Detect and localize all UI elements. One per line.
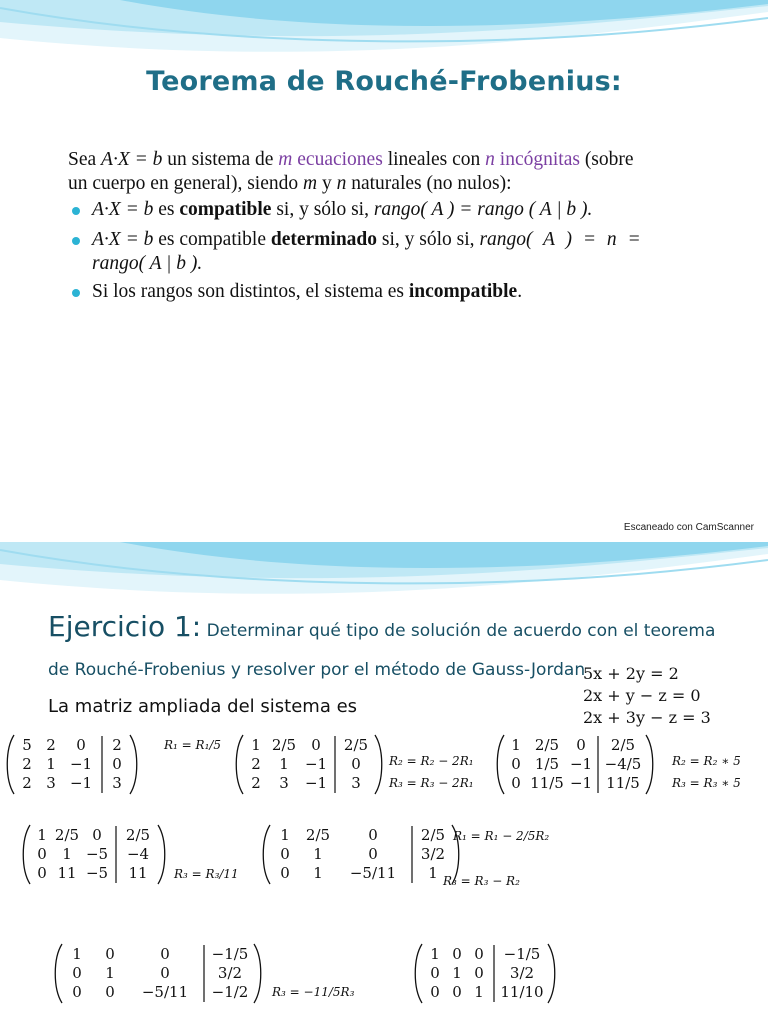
matrix-cell: 2 — [251, 774, 261, 792]
matrix-cell: −1 — [569, 755, 593, 773]
augmented-matrix-3 — [494, 734, 656, 795]
matrix-cell: 0 — [452, 983, 462, 1001]
matrix-cell: 2/5 — [54, 826, 80, 844]
matrix-cell: −5/11 — [141, 983, 189, 1001]
matrix-cell: 1 — [279, 755, 289, 773]
matrix-cell: 2 — [46, 736, 56, 754]
augmented-matrix-6 — [52, 943, 264, 1004]
augmented-matrix-4 — [20, 824, 168, 885]
bullet-determinado: A·X = b es compatible determinado si, y sólo si, rango( A ) = n = rango( A | b ). — [92, 229, 641, 274]
matrix-cell: 1 — [474, 983, 484, 1001]
matrix-cell: 0 — [37, 845, 47, 863]
matrix-cell: −4 — [126, 845, 150, 863]
system-equation-1: 5x + 2y = 2 — [583, 664, 679, 683]
matrix-cell: 0 — [105, 983, 115, 1001]
matrix-cell: 1 — [313, 864, 323, 882]
matrix-cell: −1 — [69, 755, 93, 773]
matrix-cell: 0 — [430, 983, 440, 1001]
matrix-cell: 1 — [430, 945, 440, 963]
row-operation: R₂ = R₂ ∗ 5 — [672, 754, 741, 768]
slide-1-title: Teorema de Rouché-Frobenius: — [146, 66, 622, 97]
matrix-cell: 2/5 — [305, 826, 331, 844]
matrix-cell: 3 — [279, 774, 289, 792]
matrix-cell: 1 — [251, 736, 261, 754]
matrix-cell: −5 — [85, 845, 109, 863]
matrix-cell: 1 — [428, 864, 438, 882]
matrix-cell: 0 — [351, 755, 361, 773]
matrix-cell: −1 — [304, 774, 328, 792]
matrix-cell: 2/5 — [271, 736, 297, 754]
matrix-cell: −4/5 — [604, 755, 642, 773]
matrix-cell: 1 — [452, 964, 462, 982]
matrix-cell: 1 — [62, 845, 72, 863]
matrix-cell: 0 — [105, 945, 115, 963]
matrix-cell: −1 — [69, 774, 93, 792]
matrix-cell: 11 — [57, 864, 77, 882]
right-parenthesis — [646, 735, 653, 794]
matrix-cell: 0 — [37, 864, 47, 882]
system-equation-2: 2x + y − z = 0 — [583, 686, 701, 705]
matrix-cell: 1 — [280, 826, 290, 844]
header-wave-decoration — [0, 542, 768, 612]
matrix-cell: 0 — [576, 736, 586, 754]
matrix-cell: 1 — [37, 826, 47, 844]
row-operation: R₃ = R₃ − R₂ — [443, 874, 520, 888]
matrix-cell: 0 — [160, 964, 170, 982]
matrix-cell: −5/11 — [349, 864, 397, 882]
row-operation: R₁ = R₁/5 — [164, 738, 222, 752]
matrix-cell: 2/5 — [610, 736, 636, 754]
matrix-cell: 0 — [112, 755, 122, 773]
matrix-cell: −1 — [304, 755, 328, 773]
header-wave-decoration — [0, 0, 768, 70]
matrix-cell: 1 — [313, 845, 323, 863]
intro-paragraph: Sea A·X = b un sistema de m ecuaciones lineales con n incógnitas (sobre un cuerpo en general), siendo m y n naturales (no nulos): — [68, 149, 634, 194]
matrix-cell: 0 — [280, 864, 290, 882]
matrix-cell: 0 — [280, 845, 290, 863]
right-parenthesis — [375, 735, 382, 794]
matrix-cell: 11/5 — [530, 774, 564, 792]
right-parenthesis — [254, 944, 261, 1003]
matrix-cell: 3 — [46, 774, 56, 792]
right-parenthesis — [158, 825, 165, 884]
matrix-cell: −1/5 — [211, 945, 249, 963]
matrix-cell: 2 — [112, 736, 122, 754]
augmented-matrix-1 — [4, 734, 140, 795]
row-operation: R₃ = R₃/11 — [174, 867, 239, 881]
matrix-cell: 3 — [112, 774, 122, 792]
left-parenthesis — [23, 825, 30, 884]
matrix-cell: 11/10 — [500, 983, 544, 1001]
row-operation: R₂ = R₂ − 2R₁ — [389, 754, 474, 768]
augmented-matrix-7 — [412, 943, 558, 1004]
matrix-cell: 3/2 — [509, 964, 535, 982]
matrix-cell: 0 — [72, 983, 82, 1001]
matrix-cell: −1/2 — [211, 983, 249, 1001]
bullet-dot — [72, 237, 80, 245]
bullet-incompatible: Si los rangos son distintos, el sistema es incompatible. — [92, 281, 523, 302]
matrix-cell: 0 — [76, 736, 86, 754]
matrix-cell: 0 — [368, 845, 378, 863]
bullet-compatible: A·X = b es compatible si, y sólo si, rango( A ) = rango ( A | b ). — [92, 199, 593, 220]
matrix-cell: 0 — [430, 964, 440, 982]
matrix-cell: −5 — [85, 864, 109, 882]
augmented-matrix-2 — [233, 734, 385, 795]
row-operation: R₃ = R₃ ∗ 5 — [672, 776, 741, 790]
right-parenthesis — [548, 944, 555, 1003]
left-parenthesis — [7, 735, 14, 794]
matrix-cell: 0 — [92, 826, 102, 844]
matrix-cell: 0 — [474, 964, 484, 982]
left-parenthesis — [55, 944, 62, 1003]
matrix-cell: 2/5 — [343, 736, 369, 754]
matrix-cell: 2 — [22, 755, 32, 773]
matrix-cell: 0 — [511, 774, 521, 792]
matrix-cell: 2 — [251, 755, 261, 773]
matrix-cell: 2/5 — [420, 826, 446, 844]
augmented-matrix-intro: La matriz ampliada del sistema es — [48, 696, 358, 717]
system-equation-3: 2x + 3y − z = 3 — [583, 708, 711, 727]
left-parenthesis — [497, 735, 504, 794]
left-parenthesis — [415, 944, 422, 1003]
matrix-cell: 5 — [22, 736, 32, 754]
right-parenthesis — [130, 735, 137, 794]
camscanner-watermark: Escaneado con CamScanner — [623, 522, 754, 533]
left-parenthesis — [236, 735, 243, 794]
matrix-cell: 0 — [511, 755, 521, 773]
matrix-cell: 2/5 — [125, 826, 151, 844]
matrix-cell: 1 — [511, 736, 521, 754]
matrix-cell: 1 — [72, 945, 82, 963]
matrix-cell: 11/5 — [606, 774, 640, 792]
matrix-cell: 0 — [72, 964, 82, 982]
bullet-dot — [72, 207, 80, 215]
matrix-cell: 0 — [474, 945, 484, 963]
matrix-cell: 3/2 — [217, 964, 243, 982]
row-operation: R₁ = R₁ − 2/5R₂ — [453, 829, 550, 843]
matrix-cell: 1/5 — [534, 755, 560, 773]
matrix-cell: 0 — [311, 736, 321, 754]
matrix-cell: 3/2 — [420, 845, 446, 863]
matrix-cell: 11 — [128, 864, 148, 882]
matrix-cell: 0 — [160, 945, 170, 963]
matrix-cell: 0 — [452, 945, 462, 963]
matrix-cell: −1 — [569, 774, 593, 792]
matrix-cell: 2/5 — [534, 736, 560, 754]
matrix-cell: −1/5 — [503, 945, 541, 963]
matrix-cell: 2 — [22, 774, 32, 792]
matrix-cell: 1 — [46, 755, 56, 773]
exercise-subtitle-line2: de Rouché-Frobenius y resolver por el método de Gauss-Jordan — [48, 660, 586, 680]
augmented-matrix-5 — [260, 824, 462, 885]
row-operation: R₃ = −11/5R₃ — [272, 985, 355, 999]
bullet-dot — [72, 289, 80, 297]
row-operation: R₃ = R₃ − 2R₁ — [389, 776, 474, 790]
matrix-cell: 1 — [105, 964, 115, 982]
left-parenthesis — [263, 825, 270, 884]
exercise-title: Ejercicio 1: Determinar qué tipo de solución de acuerdo con el teorema — [48, 610, 716, 643]
matrix-cell: 0 — [368, 826, 378, 844]
matrix-cell: 3 — [351, 774, 361, 792]
